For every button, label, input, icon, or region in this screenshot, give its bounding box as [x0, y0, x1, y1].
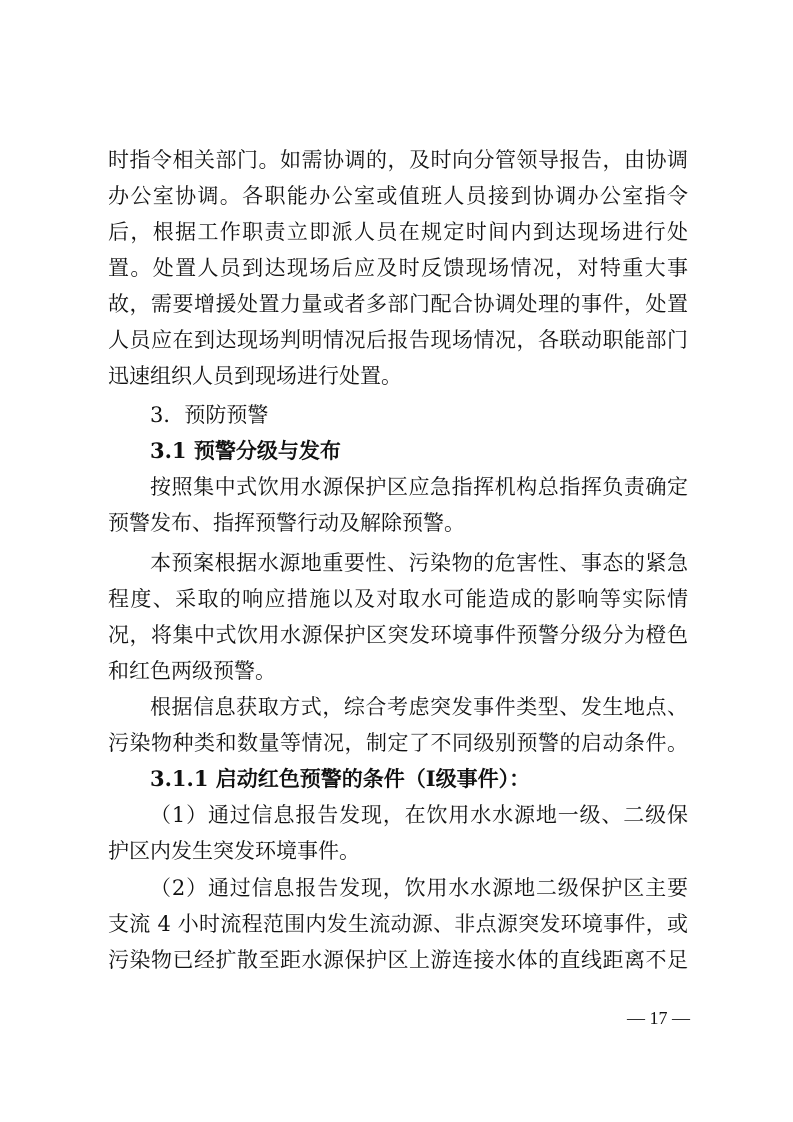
subsection-heading: 3.1 预警分级与发布 — [150, 438, 341, 463]
body-text-line: 况，将集中式饮用水源保护区突发环境事件预警分级分为橙色 — [108, 623, 688, 647]
body-text-line: （2）通过信息报告发现，饮用水水源地二级保护区主要 — [150, 876, 688, 900]
body-text-line: 和红色两级预警。 — [108, 659, 276, 683]
body-text-line: 污染物已经扩散至距水源保护区上游连接水体的直线距离不足 — [108, 948, 688, 972]
body-text-line: 污染物种类和数量等情况，制定了不同级别预警的启动条件。 — [108, 731, 688, 755]
body-text-line: 后，根据工作职责立即派人员在规定时间内到达现场进行处 — [108, 220, 688, 244]
body-text-line: 迅速组织人员到现场进行处置。 — [108, 364, 402, 388]
body-text-line: 程度、采取的响应措施以及对取水可能造成的影响等实际情 — [108, 587, 688, 611]
body-text-line: 本预案根据水源地重要性、污染物的危害性、事态的紧急 — [150, 551, 688, 575]
body-text-line: 预警发布、指挥预警行动及解除预警。 — [108, 511, 465, 535]
body-text-line: （1）通过信息报告发现，在饮用水水源地一级、二级保 — [150, 803, 688, 827]
section-heading: 3．预防预警 — [150, 403, 269, 427]
body-text-line: 置。处置人员到达现场后应及时反馈现场情况，对特重大事 — [108, 256, 688, 280]
body-text-line: 人员应在到达现场判明情况后报告现场情况，各联动职能部门 — [108, 328, 688, 352]
body-text-line: 护区内发生突发环境事件。 — [108, 839, 360, 863]
body-text-line: 时指令相关部门。如需协调的，及时向分管领导报告，由协调 — [108, 148, 688, 172]
body-text-line: 按照集中式饮用水源保护区应急指挥机构总指挥负责确定 — [150, 475, 688, 499]
body-text-line: 故，需要增援处置力量或者多部门配合协调处理的事件，处置 — [108, 292, 688, 316]
body-text-line: 办公室协调。各职能办公室或值班人员接到协调办公室指令 — [108, 184, 688, 208]
body-text-line: 支流 4 小时流程范围内发生流动源、非点源突发环境事件，或 — [108, 912, 688, 936]
body-text-line: 根据信息获取方式，综合考虑突发事件类型、发生地点、 — [150, 695, 688, 719]
subsubsection-heading: 3.1.1 启动红色预警的条件（Ⅰ级事件）： — [150, 766, 531, 791]
page-number: — 17 — — [627, 1008, 690, 1028]
